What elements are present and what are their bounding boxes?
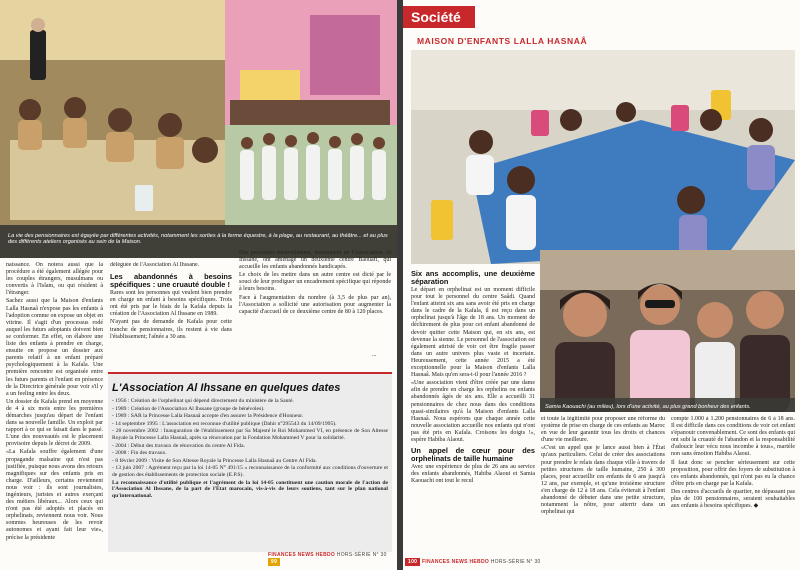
group-photo — [540, 250, 795, 412]
right-column-2 — [541, 416, 665, 552]
list-item: - 13 juin 2007 : Agrément reçu par la loi 14-05 N° 491/15 » reconnaissance de la conformité aux conditions d'ouverture et de gestion des établissements de protection sociale (E.P.S). — [112, 465, 388, 478]
paragraph: déléguée de l'Association Al Ihssane. — [110, 262, 200, 268]
list-item: - 8 février 2009 : Visite de Son Altesse Royale la Princesse Lalla Hasnaâ au Centre Al Fida. — [112, 457, 317, 464]
paragraph: «La Kafala souffre également d'une propagande malsaine qui n'est pas justifiée, puisque nous avons des retours magnifiques sur des enfants pris en charge. D'ailleurs, certains reviennent nous voir : ils sont journalistes, ingénieurs, juristes et autres exerçant des métiers libéraux... Alors ceux qui n'ont pas été adoptés et placés en orphelinats, reviennent nous voir. Nous sommes heureuses de les revoir autonomes et ayant fait leur vie», précise la présidente — [6, 449, 103, 541]
paragraph: N'ayant pas de demande de Kafala pour cette tranche de pensionnaires, ils restent à vie dans l'établissement; l'aînée a 30 ans. — [110, 319, 232, 340]
list-item: - 28 novembre 2002 : Inauguration de l'établissement par Sa Majesté le Roi Mohammed VI, en présence de Son Altesse Royale la Princesse Lalla Hasnaâ, après sa rénovation par la Fondation Mohammed V pour la solidarité. — [112, 428, 388, 441]
left-column-2 — [110, 262, 232, 360]
article-subtitle: MAISON D'ENFANTS LALLA HASNAÂ — [417, 36, 588, 46]
list-item: - 1989 : SAR la Princesse Lalla Hasnaâ accepte d'en assurer la Présidence d'Honneur. — [112, 413, 304, 420]
right-column-1 — [411, 270, 535, 552]
list-item: - 2008 : Fin des travaux. — [112, 450, 167, 457]
group-photo-caption: Samia Kaouachi (au milieu), lors d'une activité, au plus grand bonheur des enfants. — [545, 404, 751, 410]
left-page — [0, 0, 397, 570]
classroom-photo — [411, 50, 795, 264]
paragraph: naissance. On notera aussi que la procédure a été également allégée pour les couples étrangers, musulmans ou convertis à l'Islam, ou qui résident à l'étranger. — [6, 262, 103, 297]
box-title: L'Association Al Ihssane en quelques dates — [112, 382, 341, 394]
page-number: 99 — [268, 558, 280, 566]
paragraph: Un dossier de Kafala prend en moyenne de 4 à six mois entre les premières démarches jusqu'au départ de l'enfant dans sa nouvelle famille. Un exploit par rapport à ce qui se faisait dans le passé. L'une des nouveautés est le placement provisoire depuis le décret de 2009. — [6, 398, 103, 448]
publication-name: FINANCES NEWS HEBDO — [268, 552, 336, 558]
paragraph: Rares sont les personnes qui veulent bien prendre en charge un enfant à besoins spécifiques. Trois ont été pris par le biais de la Kafala depuis la création de l'Association Al Ihssane en 1989. — [110, 290, 232, 318]
section-tag — [403, 6, 475, 28]
publication-name: FINANCES NEWS HEBDO — [421, 559, 490, 565]
paragraph: «C'est un appel que je lance aussi bien à l'État qu'aux particuliers. Celui de créer des associations pour prendre le relais dans chaque ville à travers de petites structures de taille humaine, 250 à 300 places, pour accueillir ces enfants de 6 ans jusqu'à 12 ans, par exemple, et qu'une troisième structure s'en charge de 12 à 18 ans. Cela éviterait à l'enfant abandonné de débuter dans une petite structure, notamment la nôtre, pour atterrir dans un orphelinat qui — [541, 445, 665, 516]
left-column-1 — [6, 262, 103, 552]
paragraph: Le choix de les mettre dans un autre centre est dicté par le souci de leur prodiguer un encadrement spécifique qui réponde à leurs besoins. — [239, 272, 391, 293]
paragraph: Avec une expérience de plus de 26 ans au service des enfants abandonnés, Habiba Alaoui et Samia Kaouachi ont tout le recul — [411, 464, 535, 485]
continuation-mark: ... — [372, 352, 377, 358]
section-heading: Un appel de cœur pour des orphelinats de taille humaine — [411, 446, 535, 464]
left-footer — [268, 552, 397, 566]
series-label: HORS-SÉRIE N° 30 — [336, 552, 387, 558]
right-footer — [405, 558, 541, 566]
main-photo-collage — [0, 0, 397, 258]
left-photo-caption: La vie des pensionnaires est égayée par différentes activités, notamment les sorties à la ferme équestre, à la plage, au restaurant, au théâtre... et au plus des différents ateliers organisés au sein de la Maison. — [8, 233, 388, 246]
paragraph: compte 1.000 à 1.200 pensionnaires de 6 à 18 ans. Il est difficile dans ces conditions de voir cet enfant s'épanouir convenablement. Ce sont des enfants qui ont subi la cruauté de l'abandon et la responsabilité d'adoucir leur vécu nous incombe à tous», martèle non sans émotion Habiba Alaoui. — [671, 416, 795, 458]
paragraph: Face à l'augmentation du nombre (à 3,5 de plus par an), l'Association a sollicité une autorisation pour augmenter la capacité d'accueil de ce deuxième centre de 80 à 120 places. — [239, 294, 391, 315]
dates-box — [108, 372, 392, 552]
right-page — [403, 0, 800, 570]
list-item: - 1956 : Création de l'orphelinat qui dépend directement du ministère de la Santé. — [112, 398, 294, 404]
section-heading: Les abandonnés à besoins spécifiques : une cruauté double ! — [110, 272, 232, 290]
list-item: - 2004 : Début des travaux de rénovation du centre Al Fida. — [112, 442, 245, 449]
paragraph: Le départ en orphelinat est un moment difficile pour tout le personnel du centre Saâdi. Quand l'enfant atteint six ans sans avoir été pris en charge dans le cadre de la Kafala, il est reçu dans un orphelinat jusqu'à l'âge de 18 ans. Un moment de déchirement de plus pour cet enfant abandonné de devoir quitter cette Maison qui, en six ans, est devenue la sienne. Le personnel de l'association est également attristé de voir cet être fragile passer dans un autre univers plus vaste et incertain. Heureusement, cette année 2015 a été exceptionnelle pour la Maison d'enfants Lalla Hasnaâ. Mais qu'en sera-t-il pour l'année 2016 ? — [411, 287, 535, 379]
paragraph: et toute la légitimité pour proposer une réforme du système de prise en charge de ces enfants au Maroc en vue de leur garantir tous les droits et chances d'une vie meilleure. — [541, 416, 665, 444]
list-item: - 14 septembre 1995 : L'association est reconnue d'utilité publique (Dahir n°295543 du 14/09/1995). — [112, 420, 337, 427]
series-label: HORS-SÉRIE N° 30 — [490, 559, 541, 565]
paragraph: «Une association vient d'être créée par une dame afin de prendre en charge les orphelins ou enfants abandonnés âgés de six ans. Elle a accueilli 31 pensionnaires de chez nous dans des conditions quasi-similaires qu'à la Maison d'enfants Lalla Hasnaâ. Nous espérons que chaque année cette nouvelle association accueille nos enfants qui n'ont pas été pris en Kafala. Croisons les doigts !», espère Habiba Alaoui. — [411, 380, 535, 443]
right-column-3 — [671, 416, 795, 552]
list-item: - 1989 : Création de l'Association Al Ihssane (groupe de bénévoles). — [112, 405, 265, 412]
list-item: La reconnaissance d'utilité publique et l'agrément de la loi 14-05 constituent une caution morale de l'action de l'Association Al Ihssane, de la part de l'État marocain, vis-à-vis de leurs soutiens, tant sur le plan national qu'international. — [112, 479, 388, 499]
paragraph: Des centres d'accueils de quartier, ne dépassant pas plus de 100 pensionnaires, seraient souhaitables aux enfants à besoins spécifiques. ◆ — [671, 488, 795, 510]
left-column-3 — [239, 250, 391, 350]
section-heading: Six ans accomplis, une deuxième séparation — [411, 270, 535, 286]
paragraph: Des personnes bienveillantes, notamment de l'Association Al Ihssane, ont aménagé un deuxième centre Baouafi, qui accueille les enfants abandonnés handicapés. — [239, 250, 391, 271]
paragraph: Il faut donc se pencher sérieusement sur cette proposition, pour offrir des foyers de substitution à ces enfants abandonnés, qui n'ont pas eu la chance d'être pris en charge par la Kafala. — [671, 459, 795, 487]
paragraph: Sachez aussi que la Maison d'enfants Lalla Hasnaâ n'expose pas les enfants à l'adoption comme on expose un objet en vitrine. Il s'agit d'un processus rodé auquel les futurs adoptants doivent bien se conformer. En effet, on élabore une liste des enfants à prendre en charge, ensuite on propose un dossier aux parents relatif à un enfant préparé psychologiquement à la Kafala. Une première rencontre est organisée entre les futurs parents et l'enfant en présence de la Directrice générale pour voir s'il y a un feeling entre les deux. — [6, 298, 103, 397]
page-number: 100 — [405, 558, 420, 566]
box-list — [108, 398, 392, 499]
section-tag-label: Société — [411, 9, 461, 25]
